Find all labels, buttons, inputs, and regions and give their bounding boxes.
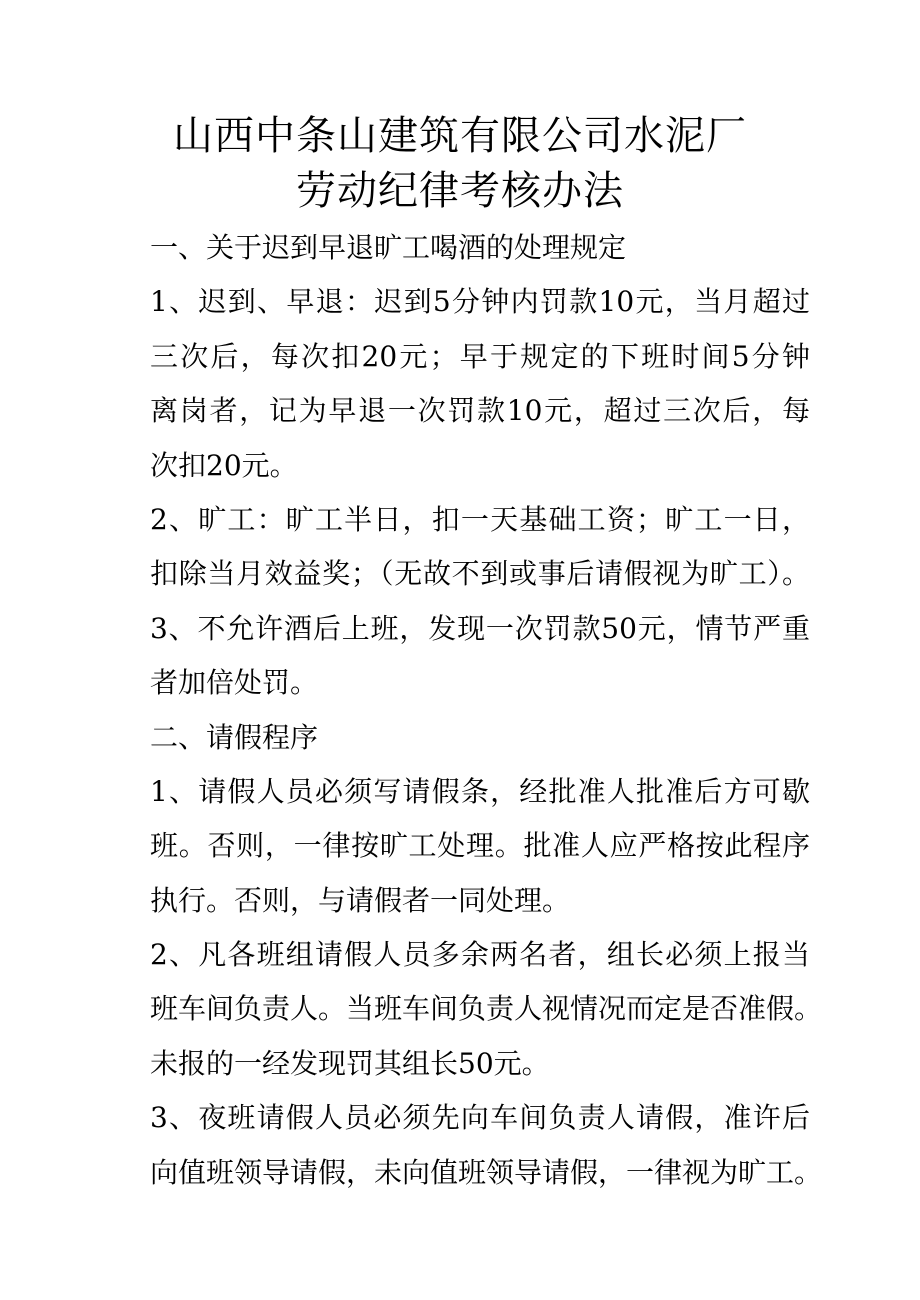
text-line: 向值班领导请假，未向值班领导请假，一律视为旷工。 (150, 1155, 823, 1189)
text-line: 扣除当月效益奖；（无故不到或事后请假视为旷工）。 (150, 557, 810, 591)
text-line: 1、请假人员必须写请假条，经批准人批准后方可歇 (150, 774, 810, 808)
text-line: 次扣20元。 (150, 448, 298, 482)
section-heading-1: 一、关于迟到早退旷工喝酒的处理规定 (150, 231, 627, 264)
text-line: 离岗者，记为早退一次罚款10元，超过三次后，每 (150, 394, 810, 428)
document-title-line-2: 劳动纪律考核办法 (296, 168, 624, 214)
section-heading-2: 二、请假程序 (150, 720, 319, 754)
text-line: 1、迟到、早退：迟到5分钟内罚款10元，当月超过 (150, 285, 810, 319)
document-body (150, 221, 823, 1200)
text-line: 三次后，每次扣20元；早于规定的下班时间5分钟 (150, 339, 810, 373)
text-line: 2、凡各班组请假人员多余两名者，组长必须上报当 (150, 938, 810, 972)
text-line: 执行。否则，与请假者一同处理。 (150, 883, 571, 917)
text-line: 班。否则，一律按旷工处理。批准人应严格按此程序 (150, 829, 810, 863)
text-line: 班车间负责人。当班车间负责人视情况而定是否准假。 (150, 992, 823, 1026)
text-line: 未报的一经发现罚其组长50元。 (150, 1046, 550, 1080)
text-line: 者加倍处罚。 (150, 666, 319, 700)
text-line: 3、夜班请假人员必须先向车间负责人请假，准许后 (150, 1101, 810, 1135)
document-title-line-1: 山西中条山建筑有限公司水泥厂 (173, 113, 747, 159)
text-line: 3、不允许酒后上班，发现一次罚款50元，情节严重 (150, 611, 810, 645)
text-line: 2、旷工：旷工半日，扣一天基础工资；旷工一日， (150, 502, 810, 536)
